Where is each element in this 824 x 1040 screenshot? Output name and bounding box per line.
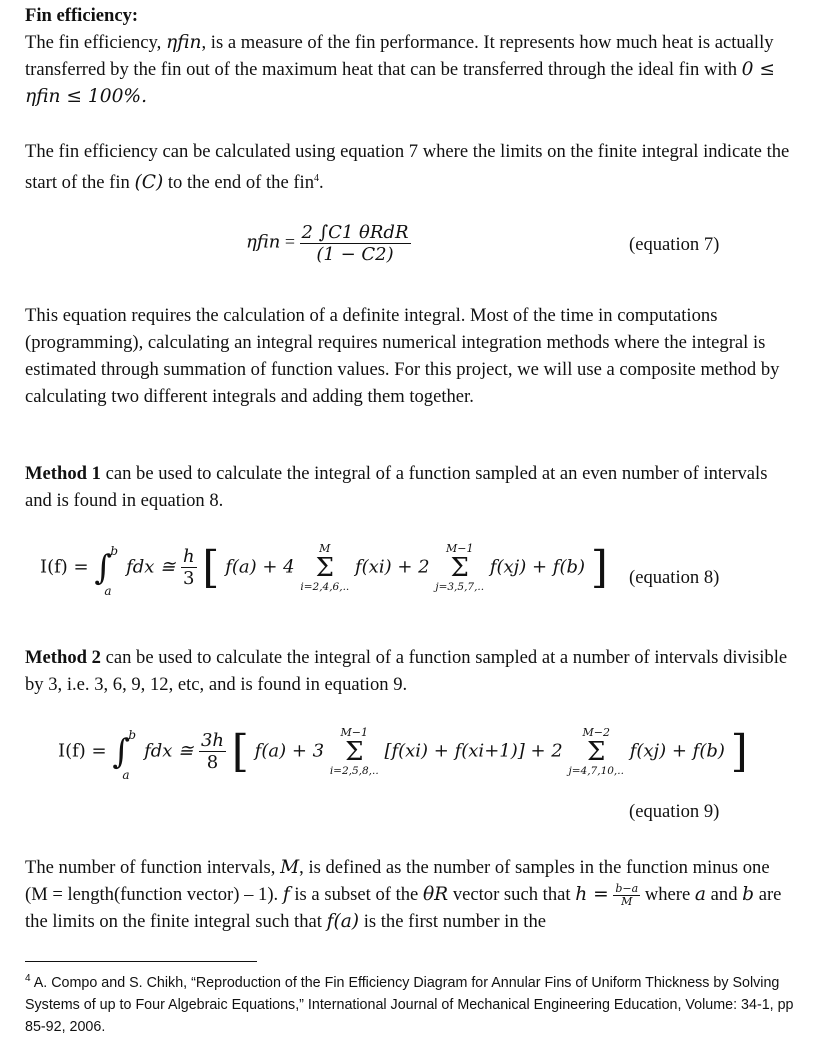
math-symbol: θR [422, 884, 449, 905]
footnote-divider [25, 961, 257, 962]
paragraph-method-1 [25, 460, 795, 514]
eq8-lower-limit: a [104, 583, 112, 598]
eq9-upper-limit: b [128, 727, 137, 742]
eq8-term-3: f(xj) + f(b) [489, 556, 586, 578]
eq9-sum2-upper: M−2 [582, 725, 610, 739]
method-2-title: Method 2 [25, 647, 101, 668]
text: where [644, 884, 691, 905]
math-symbol: f(a) [326, 911, 360, 933]
eq9-lhs: I(f) = [58, 740, 107, 762]
eq8-frac-num: h [182, 546, 195, 567]
equation-9 [58, 725, 748, 782]
sigma-icon: Σ [345, 736, 364, 767]
eq9-sum-1 [330, 727, 379, 777]
eq9-frac-den: 8 [199, 751, 226, 773]
integral-sign-icon: ∫ [94, 547, 113, 588]
text: The fin efficiency, [25, 32, 162, 53]
text: to the end of the fin [167, 172, 315, 194]
eq9-sum1-upper: M−1 [340, 725, 368, 739]
text: is a subset of the [294, 884, 419, 905]
sigma-icon: Σ [587, 736, 606, 767]
paragraph-method-2 [25, 644, 795, 698]
equation-7-label: (equation 7) [629, 234, 720, 255]
text: The number of function intervals, [25, 857, 276, 878]
paragraph-function-intervals [25, 854, 795, 935]
eq8-integrand: fdx ≅ [126, 556, 176, 578]
eq9-integrand: fdx ≅ [144, 740, 194, 762]
text: , is defined as the number of samples in the function minus one [299, 857, 770, 878]
math-symbol: ηfin [165, 32, 202, 53]
math-symbol: b [742, 884, 755, 905]
eq8-sum1-lower: i=2,4,6,.. [300, 580, 350, 593]
eq8-fraction [181, 546, 197, 589]
math-symbol: f [282, 884, 290, 905]
method-1-title: Method 1 [25, 463, 101, 484]
footnote-number: 4 [25, 973, 31, 984]
eq9-term-3: f(xj) + f(b) [629, 740, 725, 762]
math-symbol: M [280, 857, 300, 878]
eq8-upper-limit: b [110, 543, 119, 558]
math-range: 0 ≤ ηfin ≤ 100%. [25, 59, 775, 107]
text: are the limits on the finite integral such that [25, 884, 782, 933]
text: . [319, 172, 324, 194]
eq8-sum1-upper: M [319, 541, 331, 555]
text: and [710, 884, 738, 905]
integral-sign-icon: ∫ [112, 731, 131, 772]
eq9-sum1-lower: i=2,5,8,.. [329, 764, 379, 777]
eq8-term-1: f(a) + 4 [225, 556, 295, 578]
equation-9-label: (equation 9) [629, 801, 720, 822]
section-heading: Fin efficiency: [25, 5, 139, 26]
eq9-sum-2 [568, 727, 623, 777]
text: is the first number in the [363, 911, 547, 933]
text: can be used to calculate the integral of a function sampled at an even number of intervals and is found in equation 8. [25, 463, 768, 511]
eq7-lhs: ηfin [246, 231, 281, 253]
eq8-lhs: I(f) = [40, 556, 89, 578]
math-symbol: a [694, 884, 706, 905]
eq8-sum-2 [435, 543, 484, 593]
equation-8 [40, 541, 608, 598]
text: can be used to calculate the integral of a function sampled at a number of intervals divisible by 3, i.e. 3, 6, 9, 12, etc, and is found in equation 9. [25, 647, 788, 695]
eq9-sum2-lower: j=4,7,10,.. [568, 764, 624, 777]
eq9-term-2: [f(xi) + f(xi+1)] + 2 [384, 740, 563, 762]
left-bracket-icon: [ [202, 542, 220, 593]
h-frac-num: b−a [615, 882, 639, 896]
footnote-text: A. Compo and S. Chikh, “Reproduction of the Fin Efficiency Diagram for Annular Fins of Uniform Thickness by Solving Systems of up to Four Algebraic Equations,” International Journal of Mechanical Engineering Education, Volume: 34-1, pp 85-92, 2006. [25, 974, 794, 1035]
footnote-reference[interactable]: 4 [314, 173, 320, 184]
text: The fin efficiency can be calculated using equation 7 where the limits on the finite integral indicate the start of the fin [25, 141, 790, 194]
h-fraction [613, 883, 640, 908]
right-bracket-icon: ] [730, 726, 748, 777]
eq8-sum2-lower: j=3,5,7,.. [435, 580, 485, 593]
eq9-integral [112, 727, 138, 782]
h-frac-den: M [613, 895, 640, 908]
text: is a measure of the fin performance. It represents how much heat is actually transferred by the fin out of the maximum heat that can be transferred through the ideal fin with [25, 32, 774, 80]
eq9-fraction [199, 730, 226, 773]
text: (M = length(function vector) – 1). [25, 884, 279, 905]
left-bracket-icon: [ [231, 726, 249, 777]
eq8-sum2-upper: M−1 [445, 541, 474, 555]
text: vector such that [452, 884, 571, 905]
eq8-term-2: f(xi) + 2 [354, 556, 430, 578]
paragraph-equation-7-intro [25, 138, 795, 196]
right-bracket-icon: ] [590, 542, 608, 593]
math-symbol: h = [575, 884, 609, 905]
equation-8-label: (equation 8) [629, 567, 720, 588]
sigma-icon: Σ [315, 552, 334, 583]
paragraph-fin-efficiency-definition: The fin efficiency, ηfin, is a measure of the fin performance. It represents how much heat is actually transferred by the fin out of the maximum heat that can be transferred through the ideal fin with 0 ≤ ηfin ≤ 100%. [25, 32, 775, 107]
eq7-fraction [300, 222, 411, 265]
eq7-denominator: (1 − C2) [300, 243, 411, 265]
eq7-numerator: 2 ∫C1 θRdR [301, 222, 409, 243]
eq9-frac-num: 3h [200, 730, 225, 751]
eq8-sum-1 [300, 543, 349, 593]
math-symbol: (C) [134, 172, 164, 194]
paragraph-numerical-integration: This equation requires the calculation of a definite integral. Most of the time in computations (programming), calculating an integral requires numerical integration methods where the integral is estimated through summation of function values. For this project, we will use a composite method by calculating two different integrals and adding them together. [25, 305, 780, 407]
eq9-term-1: f(a) + 3 [254, 740, 325, 762]
eq9-lower-limit: a [122, 767, 130, 782]
eq8-frac-den: 3 [181, 567, 197, 589]
equation-7 [246, 222, 411, 265]
sigma-icon: Σ [450, 552, 469, 583]
eq8-integral [94, 543, 120, 598]
eq7-equals: = [284, 231, 296, 252]
footnote [25, 968, 795, 1038]
